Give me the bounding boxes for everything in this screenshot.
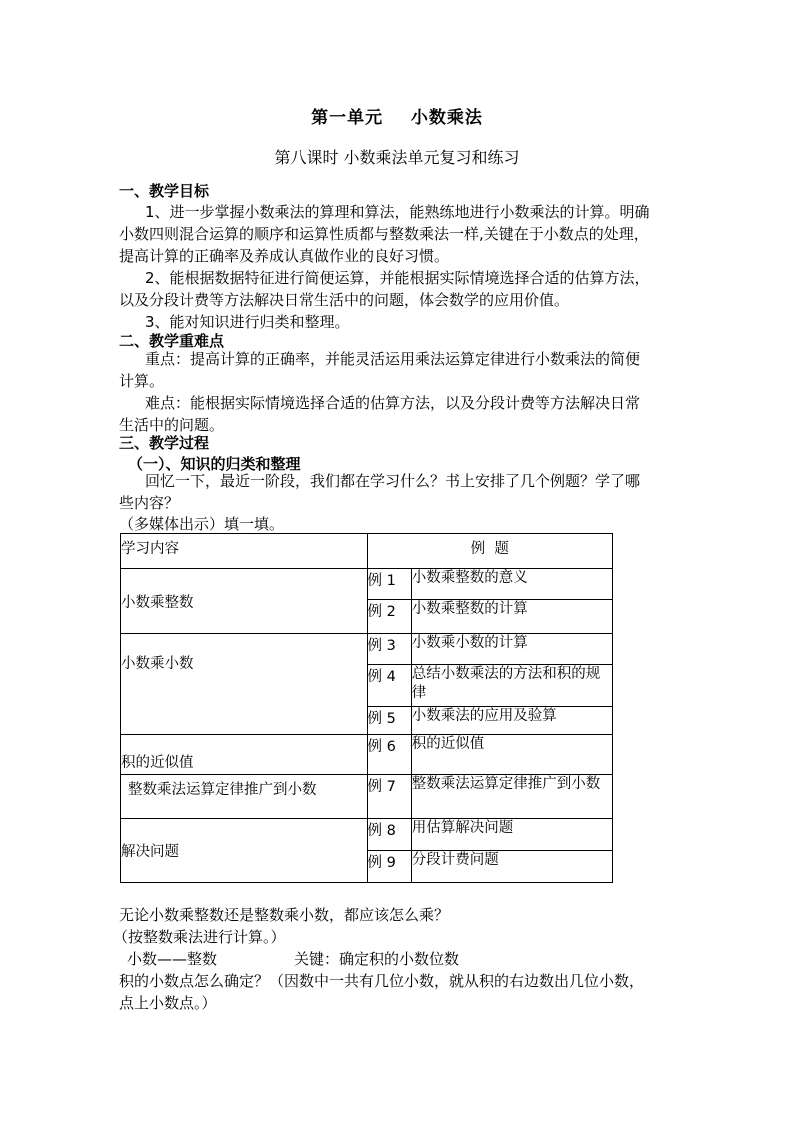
example-description: 小数乘法的应用及验算	[411, 707, 612, 735]
key-point-line-2: 计算。	[119, 372, 165, 390]
table-row	[121, 735, 613, 775]
recall-line-2: 些内容？	[119, 494, 180, 512]
table-header-row	[121, 534, 613, 569]
table-row	[121, 634, 613, 665]
example-number: 例 8	[367, 819, 411, 851]
example-number: 例 5	[367, 707, 411, 735]
goal-1-line-2: 小数四则混合运算的顺序和运算性质都与整数乘法一样,关键在于小数点的处理，	[119, 225, 649, 243]
section-heading-goals: 一、教学目标	[119, 182, 210, 200]
table-header-examples: 例 题	[367, 534, 613, 569]
content-cell: 解决问题	[121, 819, 368, 883]
example-description: 小数乘整数的计算	[411, 600, 612, 634]
question-1: 无论小数乘整数还是整数乘小数，都应该怎么乘？	[119, 906, 450, 924]
goal-3: 3、能对知识进行归类和整理。	[145, 313, 350, 331]
example-description: 用估算解决问题	[411, 819, 612, 851]
content-cell: 整数乘法运算定律推广到小数	[121, 775, 368, 819]
key-point-line-1: 重点：提高计算的正确率，并能灵活运用乘法运算定律进行小数乘法的简便	[145, 350, 641, 368]
example-description: 积的近似值	[411, 735, 612, 775]
table-row	[121, 819, 613, 851]
unit-title: 第一单元 小数乘法	[311, 108, 483, 128]
section-heading-process: 三、教学过程	[119, 434, 210, 452]
answer-1: （按整数乘法进行计算。）	[113, 928, 286, 946]
recall-line-1: 回忆一下，最近一阶段，我们都在学习什么？书上安排了几个例题？学了哪	[145, 472, 641, 490]
example-description: 小数乘小数的计算	[411, 634, 612, 665]
difficulty-line-2: 生活中的问题。	[119, 416, 225, 434]
example-number: 例 6	[367, 735, 411, 775]
example-number: 例 1	[367, 569, 411, 600]
decimal-integer-note: 小数——整数	[127, 950, 218, 968]
review-table	[120, 533, 613, 883]
media-instruction: （多媒体出示）填一填。	[119, 515, 285, 533]
content-cell: 小数乘整数	[121, 569, 368, 634]
goal-1-line-1: 1、进一步掌握小数乘法的算理和算法，能熟练地进行小数乘法的计算。明确	[145, 203, 650, 221]
example-number: 例 4	[367, 665, 411, 707]
example-number: 例 9	[367, 851, 411, 883]
example-description: 小数乘整数的意义	[411, 569, 612, 600]
example-description: 整数乘法运算定律推广到小数	[411, 775, 612, 819]
subsection-heading: （一）、知识的归类和整理	[128, 455, 301, 473]
example-number: 例 2	[367, 600, 411, 634]
example-number: 例 3	[367, 634, 411, 665]
example-number: 例 7	[367, 775, 411, 819]
table-header-content: 学习内容	[121, 534, 368, 569]
goal-2-line-2: 以及分段计费等方法解决日常生活中的问题，体会数学的应用价值。	[119, 291, 570, 309]
goal-2-line-1: 2、能根据数据特征进行简便运算，并能根据实际情境选择合适的估算方法，	[145, 269, 650, 287]
example-description: 总结小数乘法的方法和积的规律	[411, 665, 612, 707]
question-2-line-1: 积的小数点怎么确定？（因数中一共有几位小数，就从积的右边数出几位小数，	[119, 972, 645, 990]
section-heading-keypoints: 二、教学重难点	[119, 332, 225, 350]
goal-1-line-3: 提高计算的正确率及养成认真做作业的良好习惯。	[119, 247, 450, 265]
key-note: 关键：确定积的小数位数	[294, 950, 460, 968]
example-description: 分段计费问题	[411, 851, 612, 883]
question-2-line-2: 点上小数点。）	[119, 994, 217, 1012]
table-row	[121, 569, 613, 600]
table-row	[121, 775, 613, 819]
content-cell: 小数乘小数	[121, 634, 368, 735]
lesson-subtitle: 第八课时 小数乘法单元复习和练习	[274, 148, 520, 167]
difficulty-line-1: 难点：能根据实际情境选择合适的估算方法，以及分段计费等方法解决日常	[145, 394, 641, 412]
content-cell: 积的近似值	[121, 735, 368, 775]
